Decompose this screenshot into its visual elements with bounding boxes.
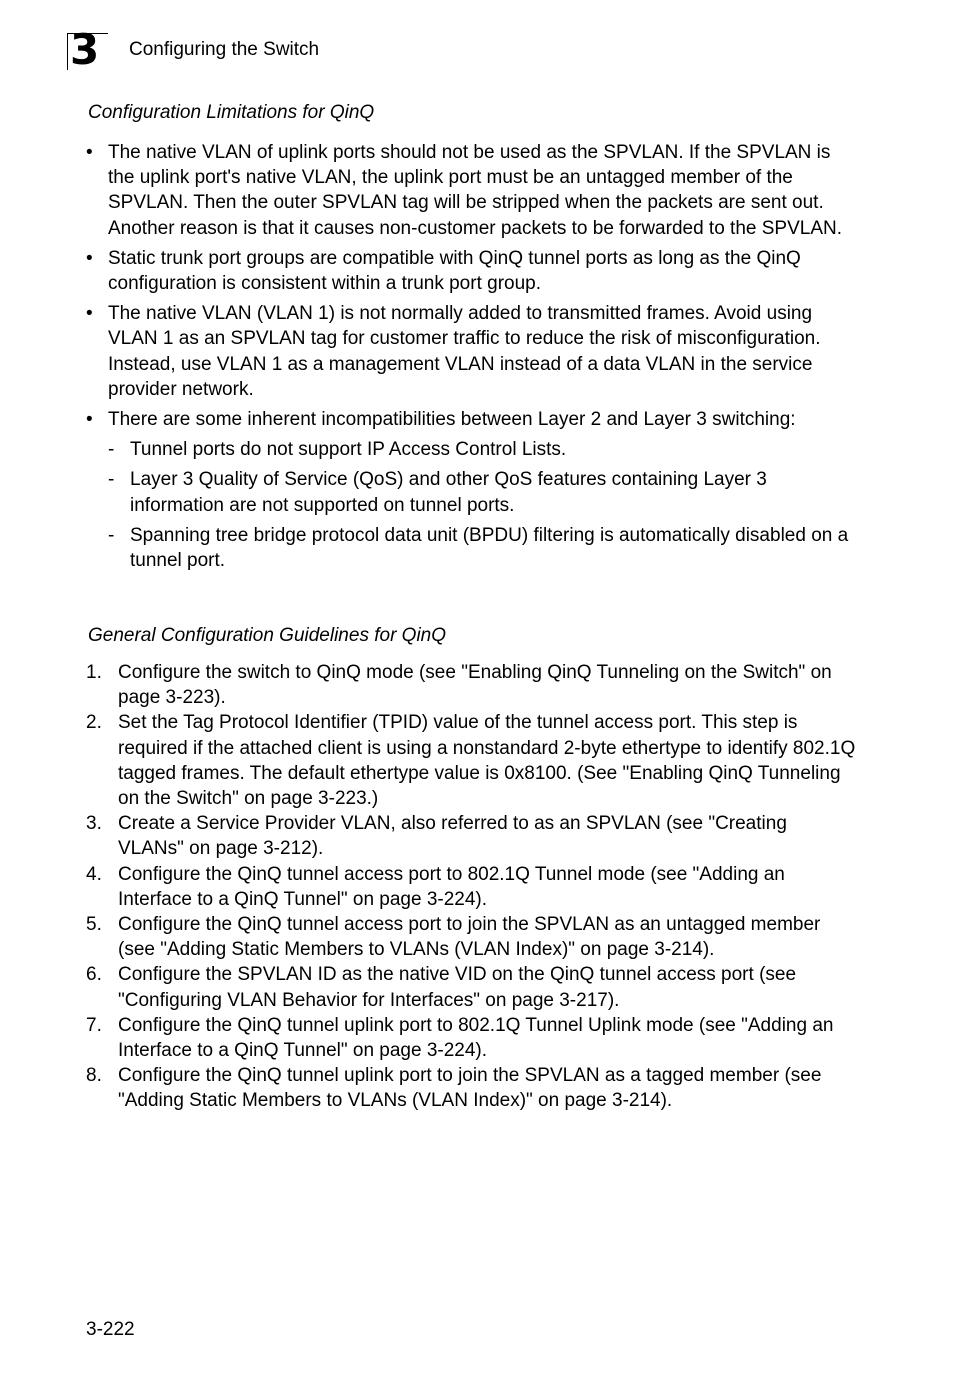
- section-heading-limitations: Configuration Limitations for QinQ: [88, 102, 375, 123]
- limitations-list: [86, 140, 856, 578]
- list-item-text: Static trunk port groups are compatible with QinQ tunnel ports as long as the QinQ configuration is consistent within a trunk port group.: [108, 247, 801, 295]
- page-number: 3-222: [86, 1319, 135, 1340]
- bullet-mark: •: [86, 247, 93, 269]
- sublist-item: [108, 523, 856, 573]
- bullet-mark: •: [86, 303, 93, 325]
- dash-mark: -: [108, 469, 115, 491]
- step-item: [86, 710, 856, 811]
- sublist-item: [108, 437, 856, 462]
- step-text: Configure the QinQ tunnel access port to 802.1Q Tunnel mode (see "Adding an Interface to a QinQ Tunnel" on page 3-224).: [118, 863, 785, 910]
- sublist-item: [108, 467, 856, 517]
- step-number: 2.: [86, 712, 102, 734]
- step-text: Create a Service Provider VLAN, also referred to as an SPVLAN (see "Creating VLANs" on page 3-212).: [118, 813, 787, 860]
- running-head: Configuring the Switch: [129, 39, 320, 60]
- step-number: 8.: [86, 1065, 102, 1087]
- step-text: Configure the QinQ tunnel uplink port to join the SPVLAN as a tagged member (see "Adding Static Members to VLANs (VLAN Index)" on page 3-214).: [118, 1065, 822, 1112]
- step-text: Configure the switch to QinQ mode (see "Enabling QinQ Tunneling on the Switch" on page 3-223).: [118, 662, 832, 709]
- step-number: 6.: [86, 964, 102, 986]
- sublist-item-text: Layer 3 Quality of Service (QoS) and other QoS features containing Layer 3 information are not supported on tunnel ports.: [130, 469, 767, 516]
- sublist-item-text: Spanning tree bridge protocol data unit (BPDU) filtering is automatically disabled on a tunnel port.: [130, 524, 849, 572]
- bullet-mark: •: [86, 142, 93, 163]
- sublist-item-text: Tunnel ports do not support IP Access Control Lists.: [130, 439, 567, 461]
- section-heading-guidelines: General Configuration Guidelines for QinQ: [88, 625, 447, 646]
- list-item-text: There are some inherent incompatibilities between Layer 2 and Layer 3 switching:: [108, 409, 796, 431]
- list-item-text: The native VLAN of uplink ports should not be used as the SPVLAN. If the SPVLAN is the uplink port's native VLAN, the uplink port must be an untagged member of the SPVLAN. Then the outer SPVLAN tag will be stripped when the packets are sent out. Another reason is that it causes non-customer packets to be forwarded to the SPVLAN.: [108, 142, 843, 239]
- bullet-mark: •: [86, 409, 93, 431]
- step-item: [86, 962, 856, 1012]
- dash-mark: -: [108, 439, 115, 461]
- list-item: [86, 246, 856, 296]
- step-text: Configure the QinQ tunnel access port to join the SPVLAN as an untagged member (see "Adding Static Members to VLANs (VLAN Index)" on page 3-214).: [118, 914, 821, 961]
- step-item: [86, 1013, 856, 1063]
- step-item: [86, 811, 856, 861]
- step-number: 4.: [86, 863, 102, 885]
- step-number: 7.: [86, 1014, 102, 1036]
- step-text: Set the Tag Protocol Identifier (TPID) value of the tunnel access port. This step is required if the attached client is using a nonstandard 2-byte ethertype to identify 802.1Q tagged frames. The default ethertype value is 0x8100. (See "Enabling QinQ Tunneling on the Switch" on page 3-223.): [118, 712, 856, 810]
- step-text: Configure the SPVLAN ID as the native VID on the QinQ tunnel access port (see "Configuring VLAN Behavior for Interfaces" on page 3-217).: [118, 964, 797, 1011]
- step-item: [86, 912, 856, 962]
- list-item: [86, 407, 856, 573]
- dash-mark: -: [108, 524, 115, 546]
- chapter-number-box: [67, 25, 108, 74]
- step-item: [86, 1063, 856, 1113]
- step-number: 3.: [86, 813, 102, 835]
- step-item: [86, 660, 856, 710]
- step-item: [86, 862, 856, 912]
- list-item: [86, 301, 856, 402]
- chapter-number: 3: [70, 25, 99, 74]
- list-item: [86, 140, 856, 241]
- list-item-text: The native VLAN (VLAN 1) is not normally added to transmitted frames. Avoid using VLAN 1 as an SPVLAN tag for customer traffic to reduce the risk of misconfiguration. Instead, use VLAN 1 as a management VLAN instead of a data VLAN in the service provider network.: [108, 303, 821, 400]
- step-number: 5.: [86, 914, 102, 936]
- incompatibilities-sublist: [108, 437, 856, 573]
- step-text: Configure the QinQ tunnel uplink port to 802.1Q Tunnel Uplink mode (see "Adding an Interface to a QinQ Tunnel" on page 3-224).: [118, 1014, 834, 1062]
- step-number: 1.: [86, 662, 102, 683]
- guidelines-steps-list: [86, 660, 856, 1114]
